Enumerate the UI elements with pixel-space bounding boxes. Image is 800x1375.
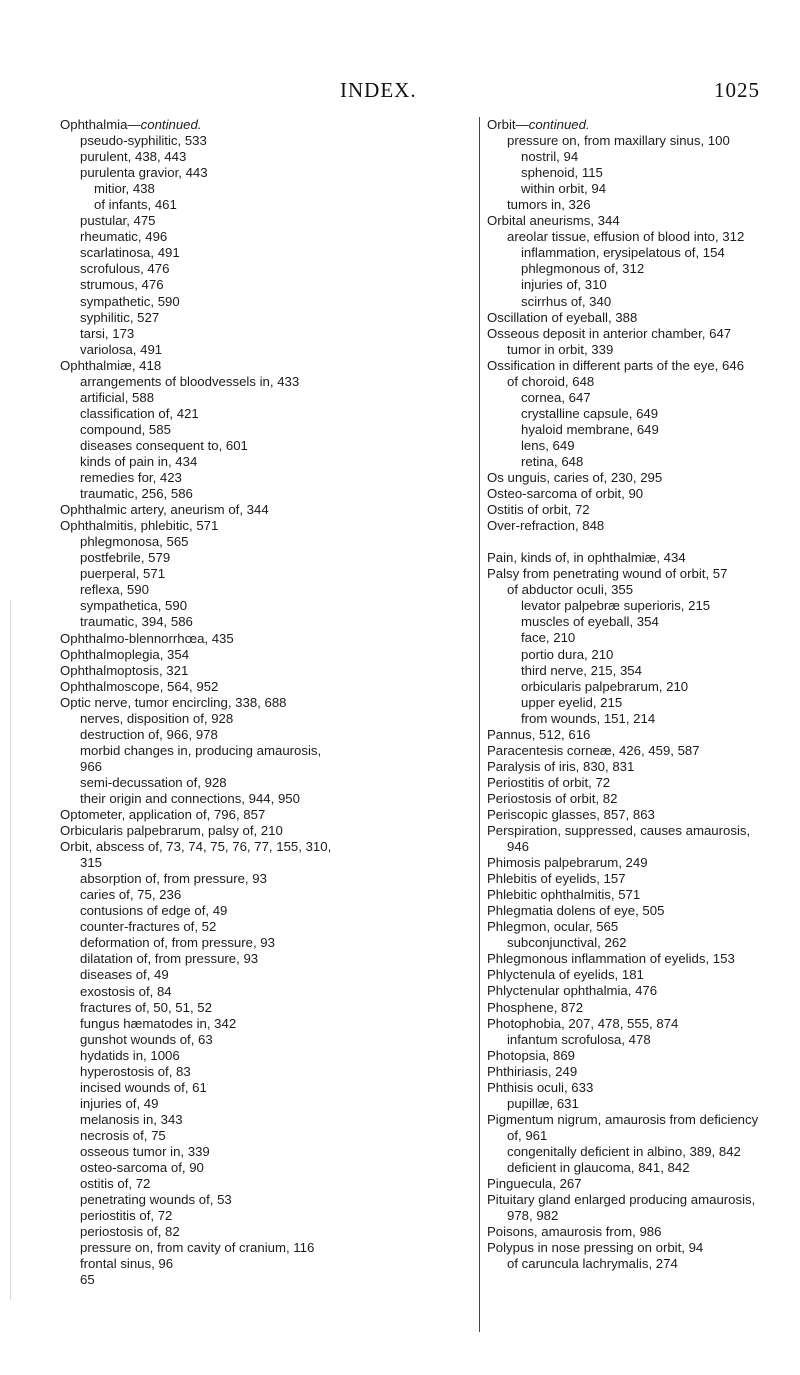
index-subentry: of caruncula lachrymalis, 274 xyxy=(507,1256,678,1272)
index-subentry: ostitis of, 72 xyxy=(80,1176,151,1192)
index-column-left xyxy=(60,117,470,1288)
index-subentry: retina, 648 xyxy=(521,453,584,469)
index-entry: Ophthalmitis, phlebitic, 571 xyxy=(60,518,219,534)
index-subentry: dilatation of, from pressure, 93 xyxy=(80,951,259,967)
index-subentry: injuries of, 310 xyxy=(521,277,607,293)
index-subentry: fungus hæmatodes in, 342 xyxy=(80,1015,237,1031)
index-entry: Periostosis of orbit, 82 xyxy=(487,790,618,806)
index-subentry: sympathetic, 590 xyxy=(80,293,180,309)
index-subentry: puerperal, 571 xyxy=(80,566,166,582)
index-subentry: artificial, 588 xyxy=(80,389,155,405)
index-subentry: of infants, 461 xyxy=(94,197,177,213)
index-subentry: scirrhus of, 340 xyxy=(521,293,612,309)
index-subentry: tumors in, 326 xyxy=(507,197,591,213)
index-subentry: their origin and connections, 944, 950 xyxy=(80,790,300,806)
index-entry: Paracentesis corneæ, 426, 459, 587 xyxy=(487,742,700,758)
index-entry: Osseous deposit in anterior chamber, 647 xyxy=(487,325,732,341)
index-subentry: third nerve, 215, 354 xyxy=(521,662,642,678)
index-entry: Phlyctenula of eyelids, 181 xyxy=(487,967,644,983)
index-subentry: arrangements of bloodvessels in, 433 xyxy=(80,373,300,389)
index-subentry: pressure on, from cavity of cranium, 116 xyxy=(80,1240,315,1256)
index-subentry: necrosis of, 75 xyxy=(80,1127,166,1143)
index-entry: Ophthalmoptosis, 321 xyxy=(60,662,189,678)
index-subentry: strumous, 476 xyxy=(80,277,164,293)
index-entry: Phthisis oculi, 633 xyxy=(487,1079,594,1095)
index-entry: Periostitis of orbit, 72 xyxy=(487,774,611,790)
index-subentry: of abductor oculi, 355 xyxy=(507,582,634,598)
page-title: INDEX. xyxy=(340,78,417,102)
index-subentry: scarlatinosa, 491 xyxy=(80,245,180,261)
index-subentry: contusions of edge of, 49 xyxy=(80,903,228,919)
index-entry: Optometer, application of, 796, 857 xyxy=(60,807,266,823)
index-subentry: reflexa, 590 xyxy=(80,582,149,598)
index-entry: Pigmentum nigrum, amaurosis from deficiency xyxy=(487,1111,759,1127)
index-subentry: levator palpebræ superioris, 215 xyxy=(521,598,711,614)
index-entry: Pain, kinds of, in ophthalmiæ, 434 xyxy=(487,550,686,566)
index-entry: Polypus in nose pressing on orbit, 94 xyxy=(487,1240,704,1256)
index-subentry: penetrating wounds of, 53 xyxy=(80,1192,232,1208)
index-subentry: pupillæ, 631 xyxy=(507,1095,579,1111)
index-subentry: pseudo-syphilitic, 533 xyxy=(80,133,207,149)
index-subentry: gunshot wounds of, 63 xyxy=(80,1031,213,1047)
index-entry: Phthiriasis, 249 xyxy=(487,1063,578,1079)
index-entry: Pinguecula, 267 xyxy=(487,1176,582,1192)
index-subentry: tumor in orbit, 339 xyxy=(507,341,614,357)
index-subentry: purulent, 438, 443 xyxy=(80,149,187,165)
index-subentry: diseases of, 49 xyxy=(80,967,169,983)
index-subentry: syphilitic, 527 xyxy=(80,309,160,325)
index-subentry: from wounds, 151, 214 xyxy=(521,710,656,726)
index-entry: Ostitis of orbit, 72 xyxy=(487,502,590,518)
index-subentry: variolosa, 491 xyxy=(80,341,163,357)
index-subentry: osteo-sarcoma of, 90 xyxy=(80,1160,204,1176)
index-entry: Orbit, abscess of, 73, 74, 75, 76, 77, 155, 310, xyxy=(60,839,332,855)
index-subentry: sympathetica, 590 xyxy=(80,598,188,614)
index-entry: Phlebitis of eyelids, 157 xyxy=(487,871,626,887)
index-subentry: phlegmonosa, 565 xyxy=(80,534,189,550)
index-subentry: osseous tumor in, 339 xyxy=(80,1144,210,1159)
index-entry: Ophthalmoscope, 564, 952 xyxy=(60,678,219,694)
index-subentry: tarsi, 173 xyxy=(80,325,135,341)
index-subentry: remedies for, 423 xyxy=(80,470,182,486)
index-entry: Ophthalmiæ, 418 xyxy=(60,357,162,373)
index-entry: Paralysis of iris, 830, 831 xyxy=(487,758,635,774)
index-subentry: caries of, 75, 236 xyxy=(80,887,182,903)
index-subentry: 315 xyxy=(80,855,103,871)
index-entry: Phlegmonous inflammation of eyelids, 153 xyxy=(487,951,735,967)
index-entry: Ophthalmic artery, aneurism of, 344 xyxy=(60,502,269,518)
index-subentry: areolar tissue, effusion of blood into, 312 xyxy=(507,229,745,245)
index-subentry: periostosis of, 82 xyxy=(80,1224,180,1240)
index-entry: Periscopic glasses, 857, 863 xyxy=(487,806,655,822)
index-subentry: phlegmonous of, 312 xyxy=(521,261,645,277)
index-subentry: postfebrile, 579 xyxy=(80,550,171,566)
column-divider xyxy=(479,117,480,1332)
index-subentry: subconjunctival, 262 xyxy=(507,935,627,951)
index-entry: Os unguis, caries of, 230, 295 xyxy=(487,470,663,486)
index-subentry: face, 210 xyxy=(521,630,576,646)
index-subentry: hyaloid membrane, 649 xyxy=(521,421,659,437)
index-entry: Phlegmon, ocular, 565 xyxy=(487,919,619,935)
index-subentry: within orbit, 94 xyxy=(521,181,607,197)
index-subentry: morbid changes in, producing amaurosis, xyxy=(80,742,322,758)
index-entry: Palsy from penetrating wound of orbit, 57 xyxy=(487,566,728,582)
index-entry: Orbit—continued. xyxy=(487,117,590,132)
index-subentry: sphenoid, 115 xyxy=(521,165,603,181)
index-subentry: 966 xyxy=(80,758,103,774)
index-entry: Phlyctenular ophthalmia, 476 xyxy=(487,983,658,999)
index-entry: Photophobia, 207, 478, 555, 874 xyxy=(487,1015,679,1031)
index-entry: Over-refraction, 848 xyxy=(487,518,605,534)
index-subentry: 978, 982 xyxy=(507,1208,559,1224)
index-subentry: hydatids in, 1006 xyxy=(80,1047,180,1063)
index-subentry: mitior, 438 xyxy=(94,181,155,197)
index-entry: Oscillation of eyeball, 388 xyxy=(487,309,638,325)
index-entry: Perspiration, suppressed, causes amaurosis, xyxy=(487,823,751,839)
index-subentry: injuries of, 49 xyxy=(80,1095,159,1111)
index-subentry: kinds of pain in, 434 xyxy=(80,453,198,469)
index-entry: Orbital aneurisms, 344 xyxy=(487,213,620,229)
index-subentry: congenitally deficient in albino, 389, 842 xyxy=(507,1143,741,1159)
index-subentry: portio dura, 210 xyxy=(521,646,614,662)
index-subentry: infantum scrofulosa, 478 xyxy=(507,1031,651,1047)
index-subentry: hyperostosis of, 83 xyxy=(80,1063,191,1079)
index-entry: Phosphene, 872 xyxy=(487,999,584,1015)
index-subentry: nostril, 94 xyxy=(521,149,579,165)
index-subentry: pressure on, from maxillary sinus, 100 xyxy=(507,133,730,149)
index-subentry: of choroid, 648 xyxy=(507,373,595,389)
index-subentry: exostosis of, 84 xyxy=(80,983,172,999)
index-subentry: nerves, disposition of, 928 xyxy=(80,710,234,726)
index-entry: Phlegmatia dolens of eye, 505 xyxy=(487,903,665,919)
scan-edge-shadow xyxy=(10,600,11,1300)
index-entry: Optic nerve, tumor encircling, 338, 688 xyxy=(60,694,287,710)
index-entry: Ophthalmia—continued. xyxy=(60,117,202,132)
index-subentry: 946 xyxy=(507,839,530,855)
index-subentry: upper eyelid, 215 xyxy=(521,694,623,710)
index-entry: Phlebitic ophthalmitis, 571 xyxy=(487,887,641,903)
index-subentry: destruction of, 966, 978 xyxy=(80,726,218,742)
index-subentry: counter-fractures of, 52 xyxy=(80,919,217,935)
index-subentry: deficient in glaucoma, 841, 842 xyxy=(507,1160,690,1175)
index-subentry: deformation of, from pressure, 93 xyxy=(80,935,275,951)
index-entry: Orbicularis palpebrarum, palsy of, 210 xyxy=(60,823,283,839)
index-entry: Osteo-sarcoma of orbit, 90 xyxy=(487,486,644,502)
index-subentry: melanosis in, 343 xyxy=(80,1111,183,1127)
index-subentry: traumatic, 394, 586 xyxy=(80,614,193,630)
index-subentry: orbicularis palpebrarum, 210 xyxy=(521,678,689,694)
index-subentry: semi-decussation of, 928 xyxy=(80,774,227,790)
index-entry: Ossification in different parts of the eye, 646 xyxy=(487,357,745,373)
index-subentry: fractures of, 50, 51, 52 xyxy=(80,999,212,1015)
index-entry: Pannus, 512, 616 xyxy=(487,726,591,742)
index-subentry: lens, 649 xyxy=(521,437,575,453)
index-column-right xyxy=(487,117,797,1272)
index-subentry: muscles of eyeball, 354 xyxy=(521,614,659,630)
index-entry: Ophthalmoplegia, 354 xyxy=(60,646,190,662)
index-entry: Pituitary gland enlarged producing amaurosis, xyxy=(487,1192,756,1208)
index-subentry: cornea, 647 xyxy=(521,389,591,405)
index-subentry: absorption of, from pressure, 93 xyxy=(80,871,267,887)
index-subentry: periostitis of, 72 xyxy=(80,1208,173,1224)
index-subentry: inflammation, erysipelatous of, 154 xyxy=(521,245,725,261)
index-subentry: frontal sinus, 96 xyxy=(80,1256,174,1272)
index-subentry: incised wounds of, 61 xyxy=(80,1079,207,1095)
index-entry: Ophthalmo-blennorrhœa, 435 xyxy=(60,630,234,646)
index-subentry: classification of, 421 xyxy=(80,405,199,421)
index-entry: Phimosis palpebrarum, 249 xyxy=(487,855,648,871)
entry-spacer xyxy=(487,534,797,550)
index-subentry: 65 xyxy=(80,1272,95,1288)
index-subentry: diseases consequent to, 601 xyxy=(80,437,248,453)
index-subentry: traumatic, 256, 586 xyxy=(80,486,193,502)
page-number: 1025 xyxy=(714,78,760,102)
index-subentry: compound, 585 xyxy=(80,421,171,437)
index-subentry: crystalline capsule, 649 xyxy=(521,405,659,421)
index-subentry: rheumatic, 496 xyxy=(80,229,168,245)
index-entry: Poisons, amaurosis from, 986 xyxy=(487,1224,662,1240)
index-subentry: of, 961 xyxy=(507,1127,548,1143)
index-subentry: purulenta gravior, 443 xyxy=(80,165,208,181)
index-subentry: scrofulous, 476 xyxy=(80,261,170,277)
index-entry: Photopsia, 869 xyxy=(487,1047,575,1063)
index-subentry: pustular, 475 xyxy=(80,213,156,229)
